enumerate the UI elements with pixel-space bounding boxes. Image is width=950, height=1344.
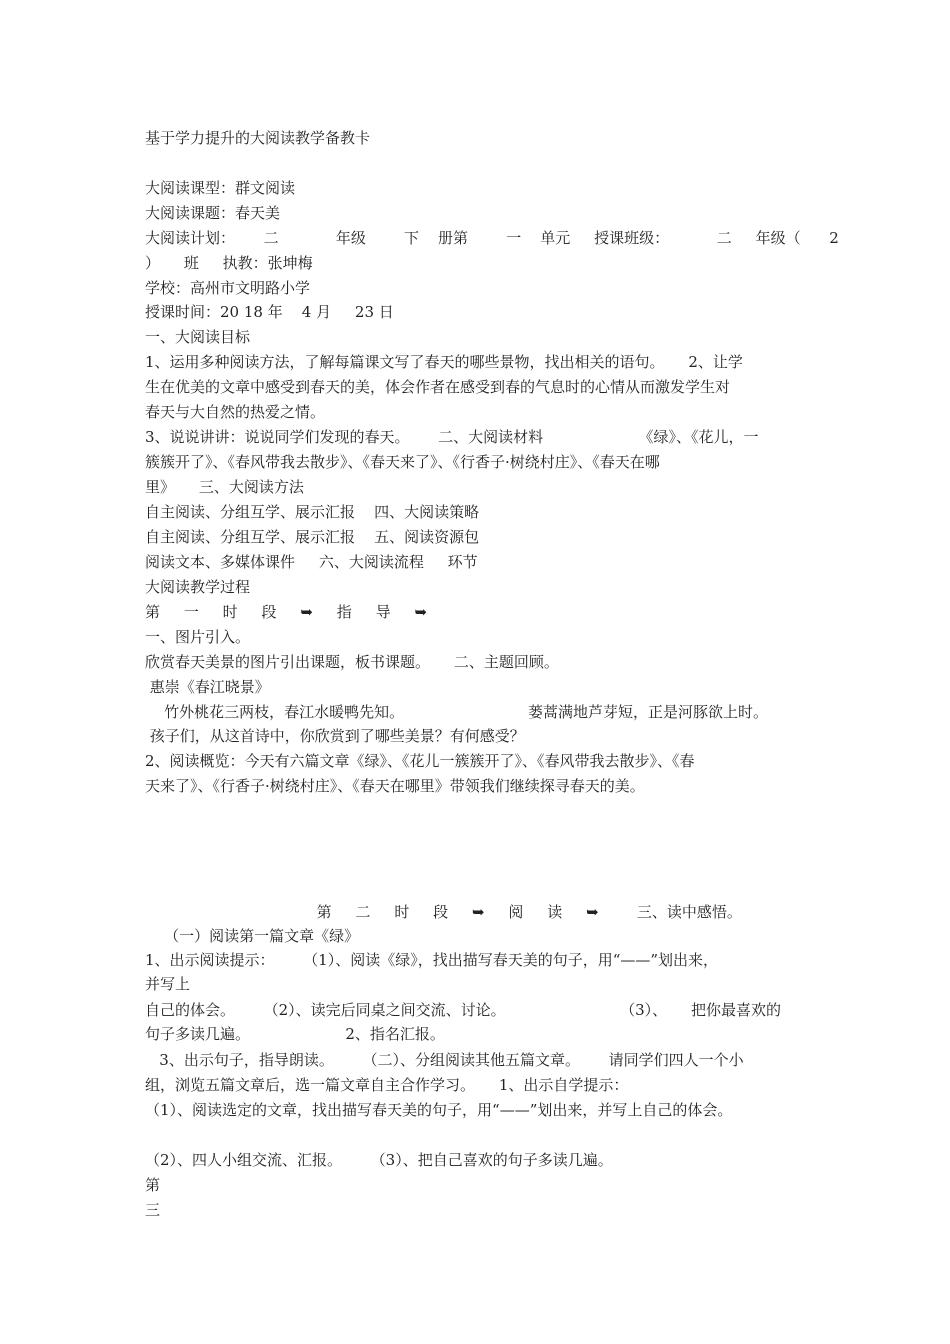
document-title: 基于学力提升的大阅读教学备教卡: [145, 129, 371, 147]
text-line: （一）阅读第一篇文章《绿》: [145, 927, 360, 945]
poem-line: 竹外桃花三两枝，春江水暖鸭先知。 蒌蒿满地芦芽短，正是河豚欲上时。: [145, 703, 769, 721]
text-line: 组，浏览五篇文章后，选一篇文章自主合作学习。 1、出示自学提示：: [145, 1076, 629, 1094]
text-line: 里》 三、大阅读方法: [145, 478, 304, 496]
text-line: 大阅读课题：春天美: [145, 204, 281, 222]
section-heading: 大阅读教学过程: [145, 578, 251, 596]
text-line: 1、运用多种阅读方法，了解每篇课文写了春天的哪些景物，找出相关的语句。 2、让学: [145, 353, 743, 371]
text-line: 孩子们，从这首诗中，你欣赏到了哪些美景？有何感受？: [145, 727, 525, 745]
text-line: 3、说说讲讲：说说同学们发现的春天。 二、大阅读材料 《绿》、《花儿，一: [145, 428, 759, 446]
session-heading: 第 一 时 段 ➥ 指 导 ➥: [145, 603, 428, 621]
text-line: 自主阅读、分组互学、展示汇报 四、大阅读策略: [145, 503, 480, 521]
text-line: 句子多读几遍。 2、指名汇报。: [145, 1025, 445, 1043]
text-line: 授课时间：20 18 年 4 月 23 日: [145, 303, 394, 321]
text-line: 自己的体会。 （2）、读完后同桌之间交流、讨论。 （3）、 把你最喜欢的: [145, 1001, 781, 1019]
section-heading: 一、大阅读目标: [145, 328, 251, 346]
text-line: 簇簇开了》、《春风带我去散步》、《春天来了》、《行香子·树绕村庄》、《春天在哪: [145, 453, 660, 471]
text-line: 学校：高州市文明路小学: [145, 279, 311, 297]
text-line: （2）、四人小组交流、汇报。 （3）、把自己喜欢的句子多读几遍。: [145, 1151, 613, 1169]
text-line: 欣赏春天美景的图片引出课题，板书课题。 二、主题回顾。: [145, 653, 559, 671]
text-line: 天来了》、《行香子·树绕村庄》、《春天在哪里》带领我们继续探寻春天的美。: [145, 777, 645, 795]
text-line: 阅读文本、多媒体课件 六、大阅读流程 环节: [145, 553, 478, 571]
text-line: 第: [145, 1176, 161, 1194]
text-line: ） 班 执教：张坤梅: [145, 254, 313, 272]
text-line: 三: [145, 1201, 161, 1219]
text-line: 2、阅读概览：今天有六篇文章《绿》、《花儿一簇簇开了》、《春风带我去散步》、《春: [145, 752, 695, 770]
text-line: 大阅读课型：群文阅读: [145, 179, 296, 197]
text-line: 生在优美的文章中感受到春天的美，体会作者在感受到春的气息时的心情从而激发学生对: [145, 378, 731, 396]
text-line: 一、图片引入。: [145, 628, 251, 646]
text-line: 大阅读计划： 二 年级 下 册第 一 单元 授课班级： 二 年级（ 2: [145, 229, 839, 247]
text-line: 并写上: [145, 975, 191, 993]
text-line: 3、出示句子，指导朗读。 （二）、分组阅读其他五篇文章。 请同学们四人一个小: [145, 1051, 744, 1069]
text-line: 春天与大自然的热爱之情。: [145, 403, 326, 421]
text-line: 惠崇《春江晓景》: [145, 678, 270, 696]
text-line: 1、出示阅读提示： （1）、阅读《绿》，找出描写春天美的句子，用“——”划出来，: [145, 951, 719, 969]
session-heading: 第 二 时 段 ➥ 阅 读 ➥ 三、读中感悟。: [145, 903, 742, 921]
text-line: 自主阅读、分组互学、展示汇报 五、阅读资源包: [145, 528, 480, 546]
text-line: （1）、阅读选定的文章，找出描写春天美的句子，用“——”划出来，并写上自己的体会。: [145, 1101, 733, 1119]
